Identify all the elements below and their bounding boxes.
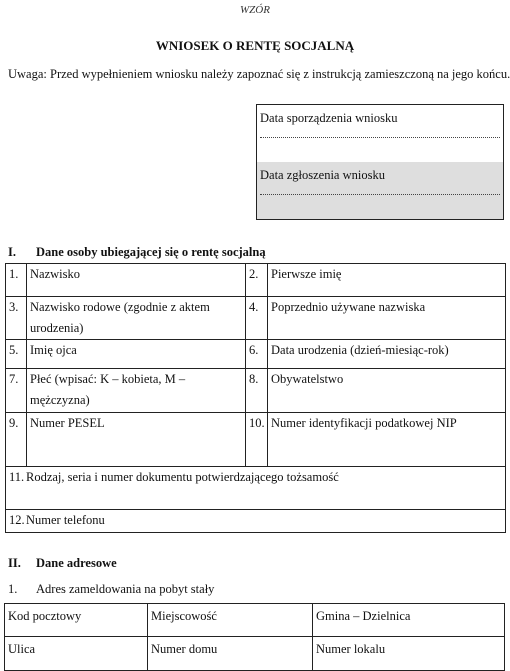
field-3-number: 3. [6, 297, 27, 340]
field-4-previous-surnames[interactable]: Poprzednio używane nazwiska [268, 297, 506, 340]
field-7-sex[interactable]: Płeć (wpisać: K – kobieta, M – mężczyzna) [27, 369, 246, 413]
address-street[interactable]: Ulica [5, 637, 148, 671]
field-10-number: 10. [246, 413, 268, 467]
field-6-birth-date[interactable]: Data urodzenia (dzień-miesiąc-rok) [268, 340, 506, 369]
field-5-number: 5. [6, 340, 27, 369]
field-9-number: 9. [6, 413, 27, 467]
address-postal-code[interactable]: Kod pocztowy [5, 604, 148, 637]
form-note: Uwaga: Przed wypełnieniem wniosku należy zapoznać się z instrukcją zamieszczoną na jego końcu. [8, 67, 510, 81]
date-prepared-field[interactable] [257, 105, 503, 163]
field-8-citizenship[interactable]: Obywatelstwo [268, 369, 506, 413]
date-submitted-line [260, 194, 500, 195]
address-district[interactable]: Gmina – Dzielnica [313, 604, 505, 637]
field-9-pesel[interactable]: Numer PESEL [27, 413, 246, 467]
date-prepared-label: Data sporządzenia wniosku [260, 111, 398, 125]
section2-subheading [8, 582, 214, 597]
field-12-number: 12. [9, 513, 25, 527]
field-2-number: 2. [246, 264, 268, 297]
field-12-phone[interactable] [6, 510, 506, 533]
date-submitted-field[interactable] [257, 162, 503, 219]
field-11-label: Rodzaj, seria i numer dokumentu potwierdzającego tożsamość [26, 470, 339, 484]
section2-number: II. [8, 556, 21, 570]
field-7-number: 7. [6, 369, 27, 413]
field-1-surname[interactable]: Nazwisko [27, 264, 246, 297]
field-4-number: 4. [246, 297, 268, 340]
section1-heading [8, 245, 266, 260]
field-5-father-name[interactable]: Imię ojca [27, 340, 246, 369]
section2-sub-number: 1. [8, 582, 18, 596]
field-3-birth-surname[interactable]: Nazwisko rodowe (zgodnie z aktem urodzenia) [27, 297, 246, 340]
field-10-nip[interactable]: Numer identyfikacji podatkowej NIP [268, 413, 506, 467]
date-box [256, 104, 504, 220]
field-1-number: 1. [6, 264, 27, 297]
address-table [4, 603, 505, 671]
form-stamp: WZÓR [240, 4, 270, 16]
field-12-label: Numer telefonu [26, 513, 105, 527]
address-city[interactable]: Miejscowość [148, 604, 313, 637]
field-11-number: 11. [9, 470, 25, 484]
section2-title: Dane adresowe [36, 556, 117, 570]
field-11-identity-document[interactable] [6, 467, 506, 510]
address-apartment-number[interactable]: Numer lokalu [313, 637, 505, 671]
section2-heading [8, 556, 117, 571]
section1-number: I. [8, 245, 16, 259]
field-2-first-name[interactable]: Pierwsze imię [268, 264, 506, 297]
date-prepared-line [260, 137, 500, 138]
address-house-number[interactable]: Numer domu [148, 637, 313, 671]
section1-title: Dane osoby ubiegającej się o rentę socjalną [36, 245, 266, 259]
field-6-number: 6. [246, 340, 268, 369]
field-8-number: 8. [246, 369, 268, 413]
date-submitted-label: Data zgłoszenia wniosku [260, 168, 385, 182]
section2-sub-title: Adres zameldowania na pobyt stały [36, 582, 215, 596]
personal-data-table [5, 263, 506, 533]
form-title: WNIOSEK O RENTĘ SOCJALNĄ [155, 38, 355, 53]
